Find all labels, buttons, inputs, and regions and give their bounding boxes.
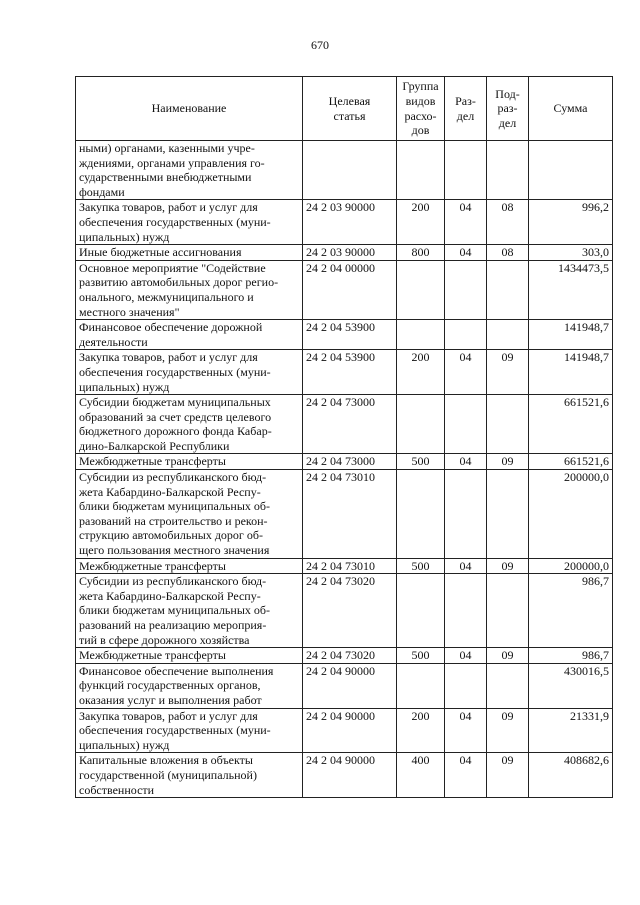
row-name-line: оказания услуг и выполнения работ bbox=[79, 692, 262, 707]
row-section bbox=[445, 141, 487, 200]
table-row bbox=[76, 708, 613, 753]
row-section: 04 bbox=[445, 558, 487, 574]
row-sum: 1434473,5 bbox=[529, 260, 613, 319]
column-header-subsection: Под- раз- дел bbox=[487, 77, 529, 141]
row-name-line: государственной (муниципальной) bbox=[79, 767, 257, 782]
row-sum: 200000,0 bbox=[529, 558, 613, 574]
row-sum: 986,7 bbox=[529, 574, 613, 648]
table-row bbox=[76, 648, 613, 664]
row-name-line: Субсидии из республиканского бюд- bbox=[79, 574, 267, 589]
row-name-line: деятельности bbox=[79, 334, 148, 349]
row-subsection bbox=[487, 574, 529, 648]
row-name bbox=[76, 245, 303, 261]
table-row bbox=[76, 395, 613, 454]
row-name-line: образований за счет средств целевого bbox=[79, 409, 272, 424]
row-section bbox=[445, 320, 487, 350]
table-row bbox=[76, 245, 613, 261]
row-name-line: обеспечения государственных (муни- bbox=[79, 364, 271, 379]
row-target-code: 24 2 04 73010 bbox=[303, 470, 397, 559]
row-expense-group: 500 bbox=[397, 648, 445, 664]
row-name-line: струкцию автомобильных дорог об- bbox=[79, 528, 263, 543]
row-section: 04 bbox=[445, 350, 487, 395]
row-expense-group bbox=[397, 395, 445, 454]
row-name-line: жета Кабардино-Балкарской Респу- bbox=[79, 588, 261, 603]
row-sum: 661521,6 bbox=[529, 395, 613, 454]
row-name-line: Иные бюджетные ассигнования bbox=[79, 245, 242, 260]
row-expense-group: 200 bbox=[397, 708, 445, 753]
row-subsection bbox=[487, 260, 529, 319]
row-name bbox=[76, 648, 303, 664]
row-section bbox=[445, 395, 487, 454]
row-target-code: 24 2 04 73020 bbox=[303, 574, 397, 648]
row-name-line: Субсидии из республиканского бюд- bbox=[79, 470, 267, 485]
row-name-line: Капитальные вложения в объекты bbox=[79, 753, 253, 768]
row-name-line: жета Кабардино-Балкарской Респу- bbox=[79, 484, 261, 499]
table-row bbox=[76, 260, 613, 319]
table-row bbox=[76, 320, 613, 350]
row-target-code: 24 2 04 73010 bbox=[303, 558, 397, 574]
row-expense-group bbox=[397, 141, 445, 200]
row-name-line: ципальных) нужд bbox=[79, 229, 170, 244]
row-name-line: разований на реализацию мероприя- bbox=[79, 618, 267, 632]
row-section: 04 bbox=[445, 648, 487, 664]
row-name bbox=[76, 470, 303, 559]
row-name-line: ждениями, органами управления го- bbox=[79, 155, 265, 170]
budget-table bbox=[75, 76, 613, 798]
row-name bbox=[76, 708, 303, 753]
row-name-line: Межбюджетные трансферты bbox=[79, 558, 226, 573]
row-subsection bbox=[487, 470, 529, 559]
row-sum: 303,0 bbox=[529, 245, 613, 261]
row-subsection: 09 bbox=[487, 708, 529, 753]
row-target-code: 24 2 04 73020 bbox=[303, 648, 397, 664]
row-expense-group: 500 bbox=[397, 454, 445, 470]
row-name-line: местного значения" bbox=[79, 304, 180, 319]
row-name-line: Основное мероприятие "Содействие bbox=[79, 260, 266, 275]
row-target-code bbox=[303, 141, 397, 200]
row-section: 04 bbox=[445, 200, 487, 245]
row-name bbox=[76, 395, 303, 454]
row-target-code: 24 2 04 53900 bbox=[303, 350, 397, 395]
row-subsection bbox=[487, 663, 529, 708]
row-sum: 430016,5 bbox=[529, 663, 613, 708]
row-expense-group bbox=[397, 663, 445, 708]
row-target-code: 24 2 04 73000 bbox=[303, 395, 397, 454]
row-name bbox=[76, 350, 303, 395]
row-name-line: развитию автомобильных дорог регио- bbox=[79, 275, 279, 290]
row-subsection: 09 bbox=[487, 350, 529, 395]
row-target-code: 24 2 04 00000 bbox=[303, 260, 397, 319]
table-row bbox=[76, 558, 613, 574]
row-target-code: 24 2 04 90000 bbox=[303, 663, 397, 708]
row-subsection bbox=[487, 141, 529, 200]
row-name-line: Закупка товаров, работ и услуг для bbox=[79, 350, 258, 365]
row-sum: 200000,0 bbox=[529, 470, 613, 559]
row-target-code: 24 2 04 53900 bbox=[303, 320, 397, 350]
column-header-target: Целевая статья bbox=[303, 77, 397, 141]
row-name-line: дино-Балкарской Республики bbox=[79, 438, 230, 453]
row-target-code: 24 2 03 90000 bbox=[303, 200, 397, 245]
row-name-line: обеспечения государственных (муни- bbox=[79, 214, 271, 229]
row-name-line: Финансовое обеспечение дорожной bbox=[79, 320, 263, 335]
row-section: 04 bbox=[445, 245, 487, 261]
row-subsection bbox=[487, 320, 529, 350]
row-name-line: блики бюджетам муниципальных об- bbox=[79, 499, 270, 514]
row-sum: 141948,7 bbox=[529, 350, 613, 395]
row-expense-group: 800 bbox=[397, 245, 445, 261]
table-row bbox=[76, 454, 613, 470]
row-name-line: Закупка товаров, работ и услуг для bbox=[79, 200, 258, 215]
table-row bbox=[76, 470, 613, 559]
row-expense-group bbox=[397, 574, 445, 648]
row-name-line: Субсидии бюджетам муниципальных bbox=[79, 395, 271, 410]
row-section bbox=[445, 663, 487, 708]
row-name-line: функций государственных органов, bbox=[79, 678, 261, 693]
row-section: 04 bbox=[445, 708, 487, 753]
row-expense-group bbox=[397, 470, 445, 559]
table-row bbox=[76, 574, 613, 648]
row-name-line: бюджетного дорожного фонда Кабар- bbox=[79, 424, 272, 439]
row-expense-group: 400 bbox=[397, 753, 445, 798]
row-name-line: щего пользования местного значения bbox=[79, 543, 270, 558]
row-name bbox=[76, 320, 303, 350]
table-row bbox=[76, 753, 613, 798]
row-sum: 996,2 bbox=[529, 200, 613, 245]
table-body bbox=[76, 141, 613, 798]
row-target-code: 24 2 04 90000 bbox=[303, 708, 397, 753]
row-section: 04 bbox=[445, 753, 487, 798]
row-name-line: ципальных) нужд bbox=[79, 379, 170, 394]
column-header-name: Наименование bbox=[76, 77, 303, 141]
row-name-line: онального, межмуниципального и bbox=[79, 289, 254, 304]
row-name-line: блики бюджетам муниципальных об- bbox=[79, 603, 270, 618]
table-row bbox=[76, 141, 613, 200]
row-sum: 986,7 bbox=[529, 648, 613, 664]
row-name-line: Закупка товаров, работ и услуг для bbox=[79, 708, 258, 723]
table-row bbox=[76, 350, 613, 395]
row-target-code: 24 2 04 73000 bbox=[303, 454, 397, 470]
row-name-line: ными) органами, казенными учре- bbox=[79, 141, 255, 155]
row-subsection: 09 bbox=[487, 648, 529, 664]
table-row bbox=[76, 200, 613, 245]
row-subsection: 09 bbox=[487, 558, 529, 574]
row-section bbox=[445, 260, 487, 319]
page-number: 670 bbox=[311, 38, 329, 52]
row-name bbox=[76, 663, 303, 708]
row-name bbox=[76, 574, 303, 648]
row-expense-group: 200 bbox=[397, 200, 445, 245]
row-section: 04 bbox=[445, 454, 487, 470]
row-name-line: Финансовое обеспечение выполнения bbox=[79, 663, 274, 678]
row-name-line: тий в сфере дорожного хозяйства bbox=[79, 632, 250, 647]
row-expense-group: 500 bbox=[397, 558, 445, 574]
row-subsection: 08 bbox=[487, 245, 529, 261]
row-name bbox=[76, 260, 303, 319]
row-sum: 21331,9 bbox=[529, 708, 613, 753]
row-name bbox=[76, 141, 303, 200]
row-name bbox=[76, 558, 303, 574]
row-name-line: сударственными внебюджетными bbox=[79, 170, 252, 185]
row-subsection bbox=[487, 395, 529, 454]
row-name-line: Межбюджетные трансферты bbox=[79, 648, 226, 663]
row-sum: 408682,6 bbox=[529, 753, 613, 798]
row-expense-group bbox=[397, 320, 445, 350]
row-subsection: 09 bbox=[487, 753, 529, 798]
column-header-section: Раз- дел bbox=[445, 77, 487, 141]
row-name-line: разований на строительство и рекон- bbox=[79, 513, 268, 528]
row-name-line: собственности bbox=[79, 782, 155, 797]
row-sum: 661521,6 bbox=[529, 454, 613, 470]
row-name-line: ципальных) нужд bbox=[79, 737, 170, 752]
column-header-sum: Сумма bbox=[529, 77, 613, 141]
table-row bbox=[76, 663, 613, 708]
row-expense-group: 200 bbox=[397, 350, 445, 395]
row-sum: 141948,7 bbox=[529, 320, 613, 350]
row-name-line: Межбюджетные трансферты bbox=[79, 454, 226, 469]
row-name bbox=[76, 753, 303, 798]
row-expense-group bbox=[397, 260, 445, 319]
row-target-code: 24 2 04 90000 bbox=[303, 753, 397, 798]
column-header-group: Группа видов расхо- дов bbox=[397, 77, 445, 141]
row-section bbox=[445, 574, 487, 648]
table-header-row bbox=[76, 77, 613, 141]
row-subsection: 09 bbox=[487, 454, 529, 470]
row-name-line: фондами bbox=[79, 184, 125, 199]
row-name-line: обеспечения государственных (муни- bbox=[79, 723, 271, 738]
row-target-code: 24 2 03 90000 bbox=[303, 245, 397, 261]
row-sum bbox=[529, 141, 613, 200]
row-name bbox=[76, 454, 303, 470]
row-subsection: 08 bbox=[487, 200, 529, 245]
row-name bbox=[76, 200, 303, 245]
row-section bbox=[445, 470, 487, 559]
